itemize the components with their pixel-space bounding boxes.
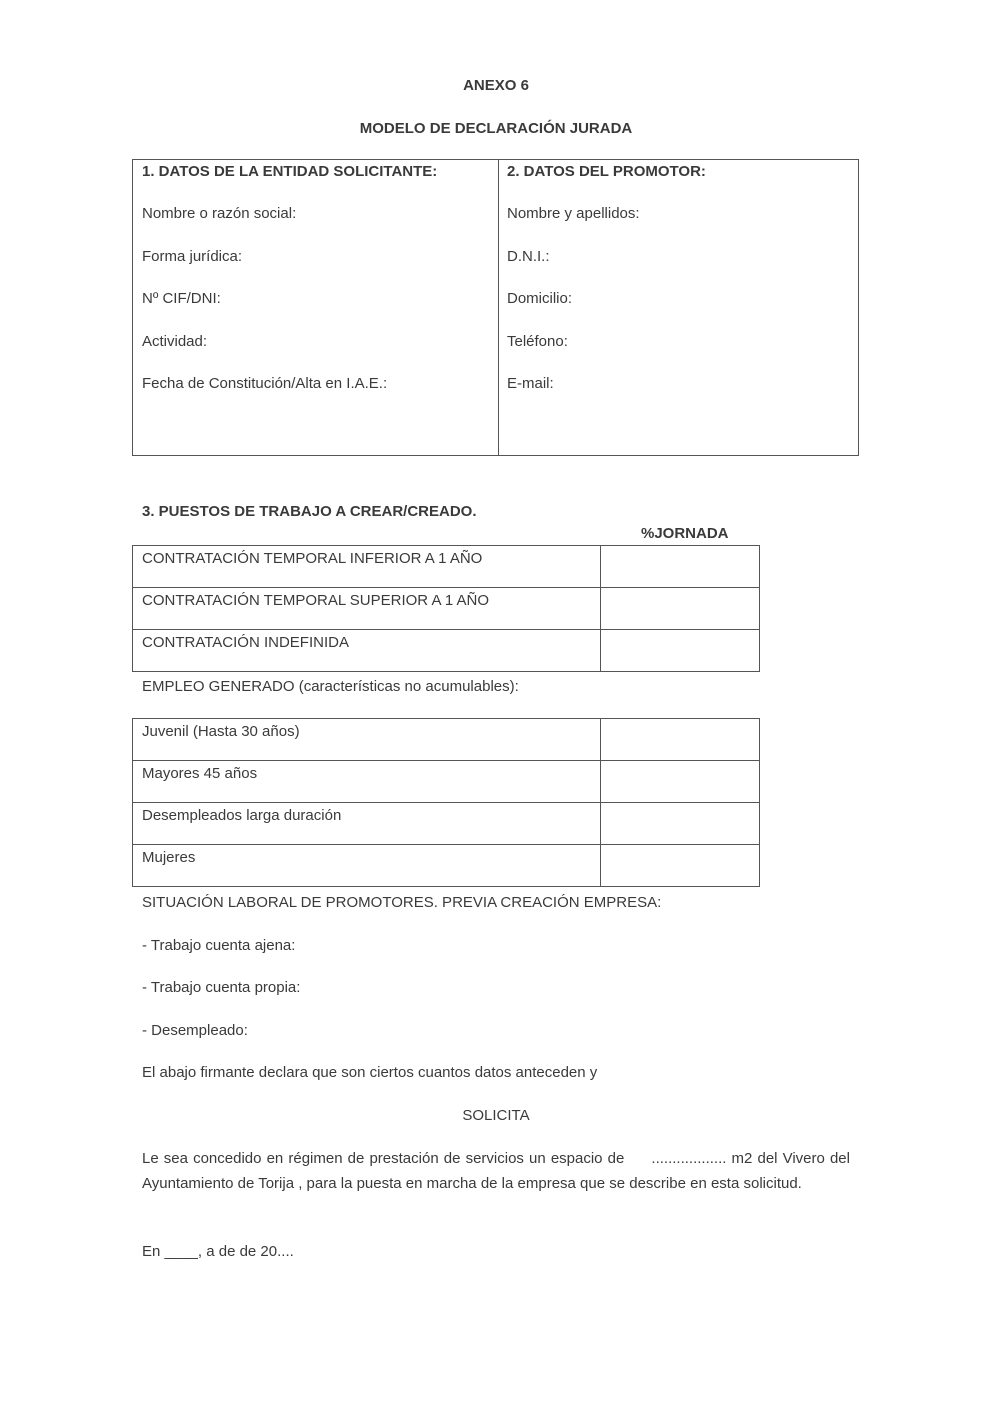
applicant-field-activity: Actividad: <box>142 333 208 350</box>
applicant-heading: 1. DATOS DE LA ENTIDAD SOLICITANTE: <box>142 163 438 180</box>
request-text-part2: .................. m2 del Vivero del Ayuntamiento de Torija , para la puesta en marcha de la empresa que se describe en esta solicitud. <box>142 1150 850 1192</box>
jobs-heading: 3. PUESTOS DE TRABAJO A CREAR/CREADO. <box>142 503 477 520</box>
employment-table <box>132 718 760 887</box>
document-title: MODELO DE DECLARACIÓN JURADA <box>359 120 633 137</box>
table-row <box>133 845 760 887</box>
contract-label-temporary-under-1-year: CONTRATACIÓN TEMPORAL INFERIOR A 1 AÑO <box>133 546 601 588</box>
contract-label-temporary-over-1-year: CONTRATACIÓN TEMPORAL SUPERIOR A 1 AÑO <box>133 588 601 630</box>
table-row <box>133 588 760 630</box>
employment-label-youth: Juvenil (Hasta 30 años) <box>133 719 601 761</box>
solicita-heading: SOLICITA <box>462 1107 530 1124</box>
employment-value-cell[interactable] <box>601 761 760 803</box>
situation-item-self-employed: - Trabajo cuenta propia: <box>142 979 301 996</box>
employment-label-women: Mujeres <box>133 845 601 887</box>
employment-label-over-45: Mayores 45 años <box>133 761 601 803</box>
employment-value-cell[interactable] <box>601 803 760 845</box>
jornada-column-header: %JORNADA <box>641 525 729 542</box>
promoter-field-dni: D.N.I.: <box>507 248 550 265</box>
contract-value-cell[interactable] <box>601 630 760 672</box>
employment-value-cell[interactable] <box>601 845 760 887</box>
table-row <box>133 803 760 845</box>
promoter-heading: 2. DATOS DEL PROMOTOR: <box>507 163 706 180</box>
employment-value-cell[interactable] <box>601 719 760 761</box>
table-row <box>133 546 760 588</box>
contract-label-indefinite: CONTRATACIÓN INDEFINIDA <box>133 630 601 672</box>
situation-item-employed: - Trabajo cuenta ajena: <box>142 937 296 954</box>
promoter-field-phone: Teléfono: <box>507 333 568 350</box>
applicant-field-legal-form: Forma jurídica: <box>142 248 243 265</box>
applicant-field-name: Nombre o razón social: <box>142 205 297 222</box>
promoter-field-name: Nombre y apellidos: <box>507 205 640 222</box>
applicant-field-cif: Nº CIF/DNI: <box>142 290 221 307</box>
applicant-promoter-box <box>132 159 859 456</box>
promoter-field-address: Domicilio: <box>507 290 573 307</box>
situation-heading: SITUACIÓN LABORAL DE PROMOTORES. PREVIA CREACIÓN EMPRESA: <box>142 894 662 911</box>
request-text-part1: Le sea concedido en régimen de prestación de servicios un espacio de <box>142 1150 625 1167</box>
table-row <box>133 719 760 761</box>
table-row <box>133 630 760 672</box>
table-row <box>133 761 760 803</box>
applicant-field-constitution-date: Fecha de Constitución/Alta en I.A.E.: <box>142 375 388 392</box>
employment-generated-label: EMPLEO GENERADO (características no acumulables): <box>142 678 519 695</box>
contract-value-cell[interactable] <box>601 546 760 588</box>
annex-title: ANEXO 6 <box>463 77 529 94</box>
request-paragraph <box>142 1146 850 1196</box>
place-date-line: En ____, a de de 20.... <box>142 1243 294 1260</box>
contract-table <box>132 545 760 672</box>
column-divider <box>498 160 499 455</box>
declaration-statement: El abajo firmante declara que son ciertos cuantos datos anteceden y <box>142 1064 598 1081</box>
situation-item-unemployed: - Desempleado: <box>142 1022 248 1039</box>
contract-value-cell[interactable] <box>601 588 760 630</box>
promoter-field-email: E-mail: <box>507 375 554 392</box>
employment-label-long-term-unemployed: Desempleados larga duración <box>133 803 601 845</box>
